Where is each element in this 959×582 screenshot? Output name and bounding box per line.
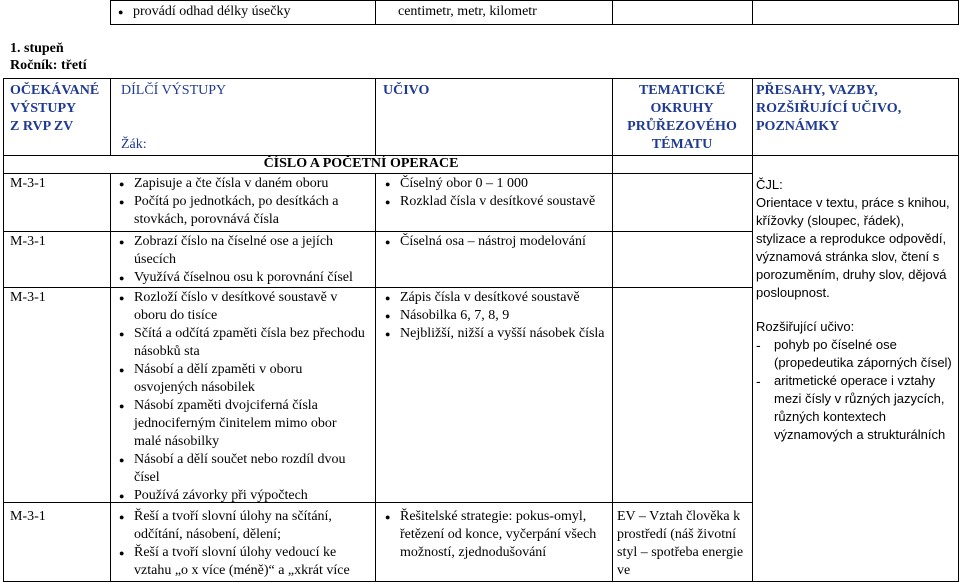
header-themes: TEMATICKÉ OKRUHY PRŮŘEZOVÉHO TÉMATU [627, 83, 737, 152]
list-item: ● Rozklad čísla v desítkové soustavě [383, 193, 605, 211]
header-student: Žák: [121, 137, 147, 152]
curriculum-list [383, 289, 605, 343]
list-item: ● Řešitelské strategie: pokus-omyl, řetězení od konce, vyčerpání všech možností, zjednodušování [383, 508, 608, 562]
outcomes-list [117, 233, 367, 287]
notes-cjl-label: ČJL: [756, 177, 783, 192]
top-row-units: centimetr, metr, kilometr [398, 4, 537, 19]
outcome-code: M-3-1 [10, 176, 46, 191]
list-item: ● Číselný obor 0 – 1 000 [383, 175, 605, 193]
outcomes-list [117, 289, 367, 505]
curriculum-list [383, 175, 605, 211]
list-item: ● Nejbližší, nižší a vyšší násobek čísla [383, 325, 605, 343]
notes-cjl-text: Orientace v textu, práce s knihou, křížovky (sloupec, řádek), stylizace a reprodukce odpovědí, významová stránka slov, čtení s porozuměním, druhy slov, dějová posloupnost. [756, 195, 950, 300]
grade-year: Ročník: třetí [10, 58, 87, 73]
list-item: ● Počítá po jednotkách, po desítkách a stovkách, porovnává čísla [117, 193, 367, 229]
list-item: ● Používá závorky při výpočtech [117, 487, 367, 505]
list-item: ● Násobilka 6, 7, 8, 9 [383, 307, 605, 325]
list-item: ● Číselná osa – nástroj modelování [383, 233, 611, 251]
curriculum-list [383, 233, 611, 251]
section-title: ČÍSLO A POČETNÍ OPERACE [263, 156, 459, 171]
list-item: ● Zobrazí číslo na číselné ose a jejích úsecích [117, 233, 367, 269]
top-row-outcomes [116, 3, 376, 21]
list-item: ● Rozloží číslo v desítkové soustavě v oboru do tisíce [117, 289, 367, 325]
list-item: ● Násobí zpaměti dvojciferná čísla jednociferným činitelem mimo obor malé násobilky [117, 397, 367, 451]
list-item: ● Sčítá a odčítá zpaměti čísla bez přechodu násobků sta [117, 325, 367, 361]
list-item: ● Řeší a tvoří slovní úlohy vedoucí ke vztahu „o x více (méně)“ a „xkrát více [117, 544, 367, 580]
notes-extension-label: Rozšiřující učivo: [756, 319, 855, 334]
outcome-code: M-3-1 [10, 234, 46, 249]
extension-list [756, 336, 956, 444]
header-partial-outcomes: DÍLČÍ VÝSTUPY [121, 83, 227, 98]
outcome-code: M-3-1 [10, 509, 46, 524]
grade-level: 1. stupeň [10, 41, 64, 56]
list-item: ● Násobí a dělí součet nebo rozdíl dvou čísel [117, 451, 367, 487]
notes-panel [756, 176, 956, 444]
header-expected-outcomes: OČEKÁVANÉ VÝSTUPY Z RVP ZV [10, 83, 100, 134]
list-item: - pohyb po číselné ose (propedeutika záporných čísel) [756, 336, 956, 372]
list-item: ● Násobí a dělí zpaměti v oboru osvojených násobilek [117, 361, 367, 397]
outcomes-list [117, 175, 367, 229]
list-item: ● provádí odhad délky úsečky [116, 3, 376, 21]
outcomes-list [117, 508, 367, 580]
list-item: ● Řeší a tvoří slovní úlohy na sčítání, odčítání, násobení, dělení; [117, 508, 367, 544]
curriculum-list [383, 508, 608, 562]
header-links: PŘESAHY, VAZBY, ROZŠIŘUJÍCÍ UČIVO, POZNÁMKY [756, 83, 902, 134]
list-item: - aritmetické operace i vztahy mezi čísly v různých jazycích, různých kontextech významových a strukturálních [756, 372, 956, 444]
cross-curricular-theme: EV – Vztah člověka k prostředí (náš životní styl – spotřeba energie ve [617, 509, 744, 578]
outcome-code: M-3-1 [10, 290, 46, 305]
list-item: ● Zapisuje a čte čísla v daném oboru [117, 175, 367, 193]
list-item: ● Využívá číselnou osu k porovnání čísel [117, 269, 367, 287]
header-curriculum: UČIVO [383, 83, 430, 98]
list-item: ● Zápis čísla v desítkové soustavě [383, 289, 605, 307]
